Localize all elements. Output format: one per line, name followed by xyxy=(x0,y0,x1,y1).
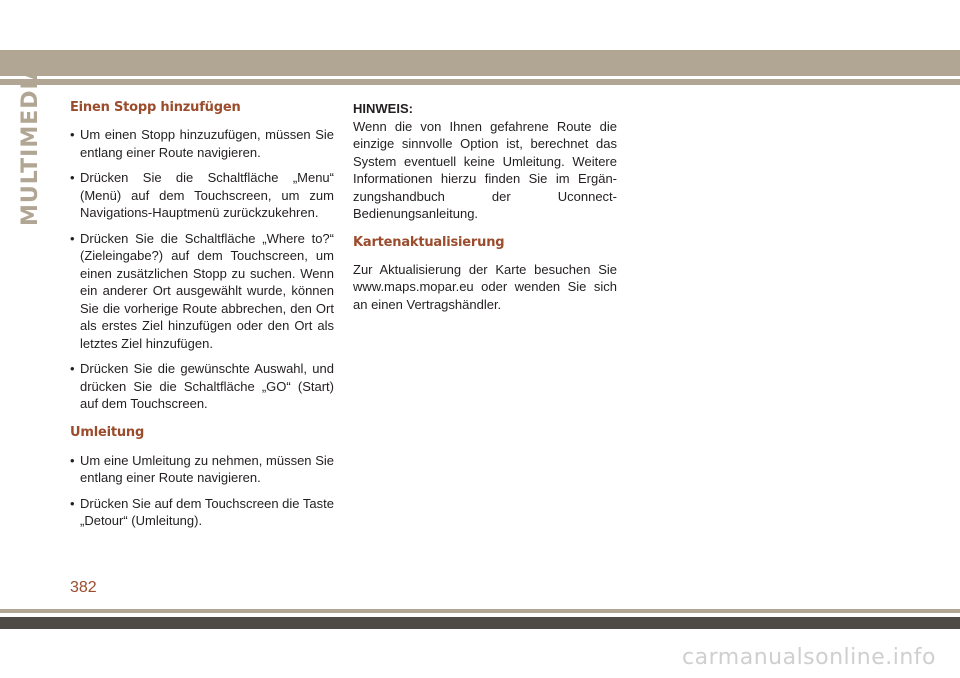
umleitung-list xyxy=(70,452,334,530)
note-text: Wenn die von Ihnen gefahrene Route die einzige sinnvolle Option ist, berechnet das System eventuell keine Umleitung. Weitere Informationen hierzu finden Sie im Ergän- zungshandbuch der Uconnect-Bedienungsanleitung. xyxy=(353,118,617,221)
bullet-mark: • xyxy=(70,495,75,511)
heading-umleitung: Umleitung xyxy=(70,424,145,440)
list-item: • Drücken Sie die gewünschte Auswahl, und drücken Sie die Schaltfläche „GO“ (Start) auf dem Touchscreen. xyxy=(70,361,334,411)
heading-kartenaktualisierung: Kartenaktualisierung xyxy=(353,234,505,250)
right-column xyxy=(353,100,617,313)
page-number: 382 xyxy=(70,579,97,596)
list-item: • Um einen Stopp hinzuzufügen, müssen Sie entlang einer Route navigieren. xyxy=(70,127,334,160)
list-item: • Drücken Sie die Schaltfläche „Menu“ (Menü) auf dem Touchscreen, um zum Navigations-Hauptmenü zurückzukehren. xyxy=(70,170,334,220)
list-item: • Um eine Umleitung zu nehmen, müssen Sie entlang einer Route navigieren. xyxy=(70,452,334,485)
list-item: • Drücken Sie auf dem Touchscreen die Taste „Detour“ (Umleitung). xyxy=(70,495,334,528)
list-item: • Drücken Sie die Schaltfläche „Where to?“ (Zieleingabe?) auf dem Touchscreen, um einen zusätzlichen Stopp zu suchen. Wenn ein anderer Ort ausgewählt wurde, können Sie die vorherige Route abbrechen, den Ort als erstes Ziel hinzufügen oder den Ort als letztes Ziel hinzufügen. xyxy=(70,230,334,351)
bullet-mark: • xyxy=(70,230,75,246)
bullet-mark: • xyxy=(70,170,75,185)
bullet-mark: • xyxy=(70,127,75,142)
header-band xyxy=(0,50,960,76)
heading-einen-stopp: Einen Stopp hinzufügen xyxy=(70,100,241,115)
footer-band xyxy=(0,617,960,629)
watermark-text: carmanualsonline.info xyxy=(682,645,936,670)
left-column xyxy=(70,100,334,538)
footer-rule xyxy=(0,609,960,613)
section-side-label: MULTIMEDIA xyxy=(18,62,43,226)
note-label: HINWEIS: xyxy=(353,101,413,116)
stopp-list xyxy=(70,126,334,413)
bullet-mark: • xyxy=(70,452,75,468)
karten-text: Zur Aktualisierung der Karte besuchen Sie www.maps.mopar.eu oder wenden Sie sich an einen Vertragshändler. xyxy=(353,261,617,312)
header-rule xyxy=(0,79,960,85)
bullet-mark: • xyxy=(70,361,75,376)
